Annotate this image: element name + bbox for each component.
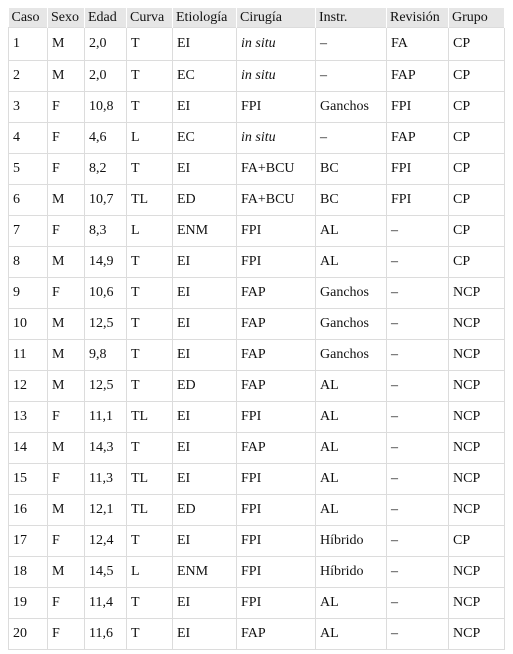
cell-etiologia: EI (173, 433, 237, 464)
cell-curva: T (127, 28, 173, 61)
cell-grupo: CP (449, 154, 505, 185)
cell-caso: 12 (9, 371, 48, 402)
cell-sexo: M (48, 185, 85, 216)
cell-grupo: NCP (449, 433, 505, 464)
cell-curva: T (127, 340, 173, 371)
cell-cirugia: in situ (237, 28, 316, 61)
cell-sexo: F (48, 216, 85, 247)
header-cirugia: Cirugía (237, 8, 316, 28)
cell-edad: 12,4 (85, 526, 127, 557)
cell-instr: AL (316, 619, 387, 650)
cell-revision: – (387, 495, 449, 526)
cell-edad: 9,8 (85, 340, 127, 371)
cell-etiologia: ENM (173, 557, 237, 588)
cell-grupo: NCP (449, 309, 505, 340)
cell-instr: Híbrido (316, 526, 387, 557)
cell-sexo: F (48, 464, 85, 495)
cell-cirugia: FAP (237, 371, 316, 402)
cell-caso: 18 (9, 557, 48, 588)
cell-grupo: CP (449, 185, 505, 216)
cell-etiologia: EI (173, 464, 237, 495)
cell-instr: BC (316, 154, 387, 185)
cell-curva: L (127, 557, 173, 588)
table-row (9, 61, 505, 92)
cell-revision: FPI (387, 92, 449, 123)
table-row (9, 28, 505, 61)
cell-curva: TL (127, 495, 173, 526)
cell-curva: TL (127, 185, 173, 216)
cell-etiologia: EI (173, 619, 237, 650)
cell-instr: Ganchos (316, 92, 387, 123)
cell-sexo: M (48, 557, 85, 588)
cell-curva: T (127, 526, 173, 557)
cell-etiologia: EI (173, 28, 237, 61)
cell-etiologia: EI (173, 154, 237, 185)
cell-cirugia: FPI (237, 402, 316, 433)
cell-edad: 8,2 (85, 154, 127, 185)
cell-edad: 11,1 (85, 402, 127, 433)
cell-etiologia: EI (173, 278, 237, 309)
table-row (9, 309, 505, 340)
cell-curva: T (127, 588, 173, 619)
cell-etiologia: ENM (173, 216, 237, 247)
cell-revision: – (387, 433, 449, 464)
table-row (9, 557, 505, 588)
table-row (9, 216, 505, 247)
cell-edad: 2,0 (85, 61, 127, 92)
cell-edad: 12,5 (85, 371, 127, 402)
cell-instr: AL (316, 433, 387, 464)
cell-etiologia: ED (173, 495, 237, 526)
cell-sexo: F (48, 123, 85, 154)
cell-etiologia: EC (173, 61, 237, 92)
cell-grupo: NCP (449, 464, 505, 495)
cell-revision: – (387, 557, 449, 588)
cell-grupo: CP (449, 526, 505, 557)
cell-sexo: F (48, 154, 85, 185)
cell-revision: – (387, 340, 449, 371)
cell-cirugia: FAP (237, 619, 316, 650)
cell-sexo: F (48, 278, 85, 309)
cell-grupo: NCP (449, 340, 505, 371)
cell-edad: 10,7 (85, 185, 127, 216)
cell-etiologia: ED (173, 185, 237, 216)
cell-edad: 11,6 (85, 619, 127, 650)
cell-revision: – (387, 464, 449, 495)
cell-edad: 12,1 (85, 495, 127, 526)
cell-curva: T (127, 154, 173, 185)
header-revision: Revisión (387, 8, 449, 28)
cell-sexo: M (48, 371, 85, 402)
cell-revision: – (387, 309, 449, 340)
cell-etiologia: EI (173, 588, 237, 619)
cell-etiologia: ED (173, 371, 237, 402)
cell-revision: – (387, 371, 449, 402)
table-row (9, 278, 505, 309)
header-row (9, 8, 505, 28)
cell-instr: AL (316, 247, 387, 278)
cell-caso: 19 (9, 588, 48, 619)
cell-cirugia: FPI (237, 588, 316, 619)
cell-caso: 4 (9, 123, 48, 154)
cell-sexo: M (48, 61, 85, 92)
cell-etiologia: EI (173, 309, 237, 340)
cell-edad: 12,5 (85, 309, 127, 340)
cell-edad: 11,4 (85, 588, 127, 619)
cell-sexo: M (48, 247, 85, 278)
cell-revision: FPI (387, 185, 449, 216)
cell-revision: – (387, 588, 449, 619)
table-row (9, 247, 505, 278)
header-etiologia: Etiología (173, 8, 237, 28)
table-row (9, 464, 505, 495)
cell-grupo: NCP (449, 557, 505, 588)
table-header (9, 8, 505, 28)
table-body (9, 28, 505, 650)
cell-sexo: M (48, 28, 85, 61)
cell-revision: – (387, 247, 449, 278)
cell-cirugia: FPI (237, 526, 316, 557)
cell-caso: 17 (9, 526, 48, 557)
cell-revision: – (387, 402, 449, 433)
cell-sexo: M (48, 495, 85, 526)
cell-cirugia: FAP (237, 309, 316, 340)
cell-curva: T (127, 92, 173, 123)
cell-edad: 4,6 (85, 123, 127, 154)
cell-cirugia: FPI (237, 92, 316, 123)
cell-edad: 11,3 (85, 464, 127, 495)
cell-edad: 10,6 (85, 278, 127, 309)
cell-edad: 14,9 (85, 247, 127, 278)
cell-caso: 5 (9, 154, 48, 185)
header-edad: Edad (85, 8, 127, 28)
cell-edad: 10,8 (85, 92, 127, 123)
cell-cirugia: FAP (237, 433, 316, 464)
cell-curva: T (127, 433, 173, 464)
cell-caso: 13 (9, 402, 48, 433)
cell-cirugia: FAP (237, 278, 316, 309)
cell-instr: AL (316, 464, 387, 495)
cell-caso: 14 (9, 433, 48, 464)
cell-instr: BC (316, 185, 387, 216)
cell-cirugia: FA+BCU (237, 154, 316, 185)
cell-curva: T (127, 619, 173, 650)
cell-curva: TL (127, 464, 173, 495)
cell-caso: 1 (9, 28, 48, 61)
cell-instr: Ganchos (316, 340, 387, 371)
cell-sexo: F (48, 402, 85, 433)
table-row (9, 433, 505, 464)
cell-curva: T (127, 61, 173, 92)
cell-etiologia: EI (173, 526, 237, 557)
cell-curva: T (127, 371, 173, 402)
cell-etiologia: EI (173, 340, 237, 371)
cell-instr: AL (316, 371, 387, 402)
cell-caso: 20 (9, 619, 48, 650)
table-row (9, 371, 505, 402)
cell-edad: 14,5 (85, 557, 127, 588)
cell-revision: FA (387, 28, 449, 61)
cell-caso: 10 (9, 309, 48, 340)
cell-caso: 11 (9, 340, 48, 371)
cell-sexo: F (48, 92, 85, 123)
table-row (9, 619, 505, 650)
table-row (9, 154, 505, 185)
table-container (8, 8, 504, 650)
cell-cirugia: in situ (237, 123, 316, 154)
cell-revision: – (387, 526, 449, 557)
cell-etiologia: EI (173, 247, 237, 278)
table-row (9, 340, 505, 371)
cell-curva: L (127, 123, 173, 154)
cell-sexo: M (48, 340, 85, 371)
cell-grupo: NCP (449, 371, 505, 402)
table-row (9, 123, 505, 154)
cell-sexo: F (48, 588, 85, 619)
cell-revision: – (387, 216, 449, 247)
cases-table (8, 8, 505, 650)
cell-caso: 8 (9, 247, 48, 278)
cell-edad: 8,3 (85, 216, 127, 247)
cell-grupo: NCP (449, 495, 505, 526)
cell-etiologia: EI (173, 92, 237, 123)
cell-caso: 2 (9, 61, 48, 92)
cell-cirugia: FAP (237, 340, 316, 371)
cell-grupo: NCP (449, 278, 505, 309)
cell-instr: Híbrido (316, 557, 387, 588)
cell-caso: 15 (9, 464, 48, 495)
cell-grupo: CP (449, 61, 505, 92)
table-row (9, 526, 505, 557)
cell-instr: – (316, 28, 387, 61)
cell-grupo: CP (449, 28, 505, 61)
cell-grupo: NCP (449, 402, 505, 433)
cell-caso: 7 (9, 216, 48, 247)
header-curva: Curva (127, 8, 173, 28)
cell-edad: 2,0 (85, 28, 127, 61)
table-row (9, 185, 505, 216)
cell-grupo: CP (449, 247, 505, 278)
cell-curva: T (127, 278, 173, 309)
cell-sexo: M (48, 309, 85, 340)
cell-curva: TL (127, 402, 173, 433)
cell-caso: 6 (9, 185, 48, 216)
cell-cirugia: FPI (237, 464, 316, 495)
cell-instr: AL (316, 402, 387, 433)
table-row (9, 402, 505, 433)
cell-grupo: CP (449, 216, 505, 247)
cell-caso: 9 (9, 278, 48, 309)
cell-sexo: F (48, 526, 85, 557)
cell-caso: 3 (9, 92, 48, 123)
cell-caso: 16 (9, 495, 48, 526)
cell-revision: – (387, 278, 449, 309)
cell-cirugia: FPI (237, 495, 316, 526)
cell-curva: T (127, 309, 173, 340)
cell-instr: Ganchos (316, 309, 387, 340)
cell-cirugia: FPI (237, 247, 316, 278)
table-row (9, 92, 505, 123)
header-instr: Instr. (316, 8, 387, 28)
cell-grupo: CP (449, 123, 505, 154)
cell-revision: FPI (387, 154, 449, 185)
cell-instr: Ganchos (316, 278, 387, 309)
cell-etiologia: EI (173, 402, 237, 433)
cell-instr: AL (316, 216, 387, 247)
cell-instr: – (316, 61, 387, 92)
header-sexo: Sexo (48, 8, 85, 28)
cell-cirugia: FA+BCU (237, 185, 316, 216)
cell-cirugia: in situ (237, 61, 316, 92)
cell-grupo: NCP (449, 619, 505, 650)
table-row (9, 588, 505, 619)
cell-instr: AL (316, 495, 387, 526)
cell-grupo: NCP (449, 588, 505, 619)
cell-curva: T (127, 247, 173, 278)
cell-revision: FAP (387, 61, 449, 92)
cell-instr: AL (316, 588, 387, 619)
cell-instr: – (316, 123, 387, 154)
cell-edad: 14,3 (85, 433, 127, 464)
cell-cirugia: FPI (237, 216, 316, 247)
header-caso: Caso (9, 8, 48, 28)
cell-sexo: F (48, 619, 85, 650)
cell-grupo: CP (449, 92, 505, 123)
cell-curva: L (127, 216, 173, 247)
table-row (9, 495, 505, 526)
header-grupo: Grupo (449, 8, 505, 28)
cell-sexo: M (48, 433, 85, 464)
cell-etiologia: EC (173, 123, 237, 154)
cell-revision: FAP (387, 123, 449, 154)
cell-cirugia: FPI (237, 557, 316, 588)
cell-revision: – (387, 619, 449, 650)
